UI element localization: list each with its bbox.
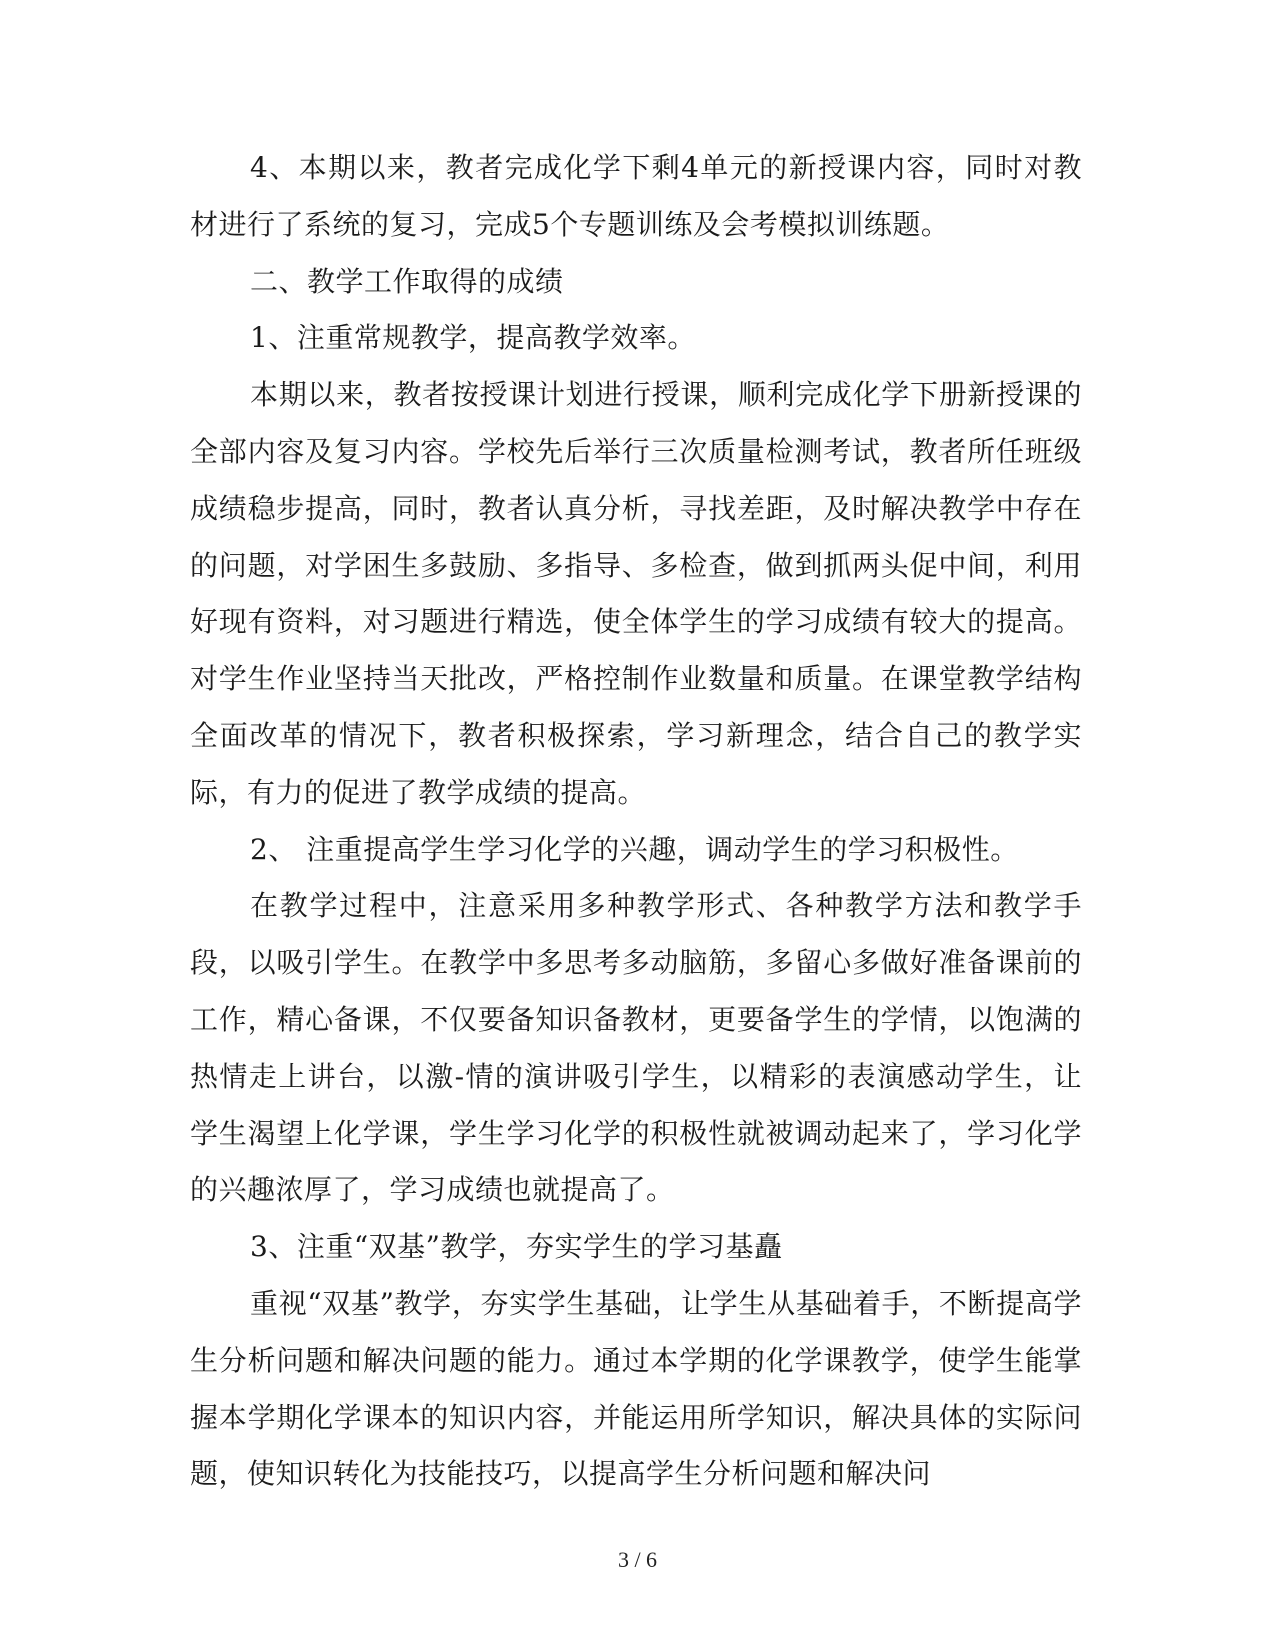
page-number: 3 / 6 — [617, 1547, 658, 1572]
section-heading-achievements: 二、教学工作取得的成绩 — [250, 264, 564, 298]
subheading-student-interest: 2、 注重提高学生学习化学的兴趣，调动学生的学习积极性。 — [250, 832, 1019, 866]
subheading-routine-teaching: 1、注重常规教学，提高教学效率。 — [250, 321, 696, 355]
paragraph-student-interest: 在教学过程中，注意采用多种教学形式、各种教学方法和教学手段，以吸引学生。在教学中多思考多动脑筋，多留心多做好准备课前的工作，精心备课，不仅要备知识备教材，更要备学生的学情，以饱满的热情走上讲台，以激-情的演讲吸引学生，以精彩的表演感动学生，让学生渴望上化学课，学生学习化学的积极性就被调动起来了，学习化学的兴趣浓厚了，学习成绩也就提高了。 — [190, 889, 1082, 1207]
paragraph-routine-teaching: 本期以来，教者按授课计划进行授课，顺利完成化学下册新授课的全部内容及复习内容。学校先后举行三次质量检测考试，教者所任班级成绩稳步提高，同时，教者认真分析，寻找差距，及时解决教学中存在的问题，对学困生多鼓励、多指导、多检查，做到抓两头促中间，利用好现有资料，对习题进行精选，使全体学生的学习成绩有较大的提高。对学生作业坚持当天批改，严格控制作业数量和质量。在课堂教学结构全面改革的情况下，教者积极探索，学习新理念，结合自己的教学实际，有力的促进了教学成绩的提高。 — [190, 378, 1082, 809]
document-body — [190, 140, 1082, 1503]
paragraph-double-basics: 重视“双基”教学，夯实学生基础，让学生从基础着手，不断提高学生分析问题和解决问题的能力。通过本学期的化学课教学，使学生能掌握本学期化学课本的知识内容，并能运用所学知识，解决具体的实际问题，使知识转化为技能技巧，以提高学生分析问题和解决问 — [190, 1286, 1082, 1491]
subheading-double-basics: 3、注重“双基”教学，夯实学生的学习基矗 — [250, 1230, 783, 1264]
paragraph-item-4: 4、本期以来，教者完成化学下剩4单元的新授课内容，同时对教材进行了系统的复习，完成5个专题训练及会考模拟训练题。 — [190, 151, 1082, 241]
